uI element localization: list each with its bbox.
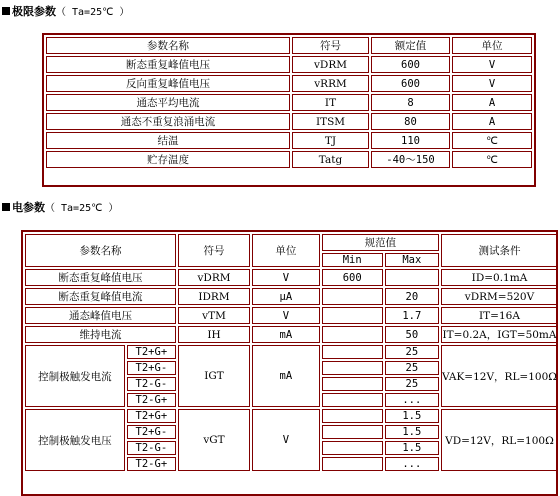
param-symbol: vDRM	[178, 269, 250, 286]
param-value: 110	[371, 132, 450, 149]
param-unit: mA	[252, 345, 320, 407]
param-name: 控制极触发电流	[25, 345, 125, 407]
param-name: 控制极触发电压	[25, 409, 125, 471]
header-symbol: 符号	[292, 37, 369, 54]
header-spec-range: 规范值	[322, 234, 439, 251]
param-name: 结温	[46, 132, 290, 149]
param-symbol: TJ	[292, 132, 369, 149]
table-row	[46, 151, 532, 168]
table-row	[25, 409, 558, 423]
quadrant-label: T2-G+	[127, 457, 176, 471]
param-unit: A	[452, 94, 532, 111]
table-row	[46, 75, 532, 92]
param-test-condition: IT=16A	[441, 307, 558, 324]
param-unit: μA	[252, 288, 320, 305]
param-max: 1.5	[385, 409, 439, 423]
param-min	[322, 441, 383, 455]
param-value: 80	[371, 113, 450, 130]
table-row	[46, 94, 532, 111]
param-symbol: IH	[178, 326, 250, 343]
limit-params-table	[44, 35, 534, 170]
param-unit: ℃	[452, 151, 532, 168]
param-min	[322, 457, 383, 471]
param-name: 反向重复峰值电压	[46, 75, 290, 92]
header-param-name: 参数名称	[25, 234, 176, 267]
header-min: Min	[322, 253, 383, 267]
param-min	[322, 345, 383, 359]
quadrant-label: T2+G+	[127, 409, 176, 423]
param-max: ...	[385, 457, 439, 471]
header-param-name: 参数名称	[46, 37, 290, 54]
param-test-condition: VD=12V，RL=100Ω	[441, 409, 558, 471]
param-symbol: Tatg	[292, 151, 369, 168]
param-symbol: vDRM	[292, 56, 369, 73]
param-unit: mA	[252, 326, 320, 343]
param-max: 1.5	[385, 441, 439, 455]
section2-condition: （ Ta=25℃ ）	[45, 203, 119, 214]
param-min	[322, 361, 383, 375]
param-unit: V	[252, 269, 320, 286]
header-unit: 单位	[252, 234, 320, 267]
param-min	[322, 288, 383, 305]
param-symbol: IGT	[178, 345, 250, 407]
param-name: 贮存温度	[46, 151, 290, 168]
param-min	[322, 307, 383, 324]
param-name: 维持电流	[25, 326, 176, 343]
param-name: 通态不重复浪涌电流	[46, 113, 290, 130]
param-min	[322, 409, 383, 423]
quadrant-label: T2-G-	[127, 377, 176, 391]
param-test-condition: ID=0.1mA	[441, 269, 558, 286]
param-max	[385, 269, 439, 286]
bullet-square-icon	[2, 7, 10, 15]
param-max: 50	[385, 326, 439, 343]
param-symbol: vRRM	[292, 75, 369, 92]
param-min	[322, 425, 383, 439]
param-max: 1.7	[385, 307, 439, 324]
param-max: 25	[385, 377, 439, 391]
quadrant-label: T2-G+	[127, 393, 176, 407]
header-test-condition: 测试条件	[441, 234, 558, 267]
param-symbol: vGT	[178, 409, 250, 471]
table-header-row	[25, 234, 558, 251]
param-test-condition: VAK=12V，RL=100Ω	[441, 345, 558, 407]
quadrant-label: T2-G-	[127, 441, 176, 455]
table-header-row	[46, 37, 532, 54]
quadrant-label: T2+G-	[127, 425, 176, 439]
param-value: -40～150	[371, 151, 450, 168]
param-min	[322, 326, 383, 343]
param-max: 1.5	[385, 425, 439, 439]
table-row	[25, 326, 558, 343]
param-name: 通态峰值电压	[25, 307, 176, 324]
table-row	[25, 269, 558, 286]
header-max: Max	[385, 253, 439, 267]
table-row	[46, 56, 532, 73]
quadrant-label: T2+G-	[127, 361, 176, 375]
header-symbol: 符号	[178, 234, 250, 267]
param-unit: ℃	[452, 132, 532, 149]
param-max: ...	[385, 393, 439, 407]
param-symbol: ITSM	[292, 113, 369, 130]
param-value: 8	[371, 94, 450, 111]
param-unit: V	[252, 409, 320, 471]
param-max: 20	[385, 288, 439, 305]
param-name: 断态重复峰值电压	[46, 56, 290, 73]
table-row	[25, 307, 558, 324]
header-unit: 单位	[452, 37, 532, 54]
table-row	[46, 113, 532, 130]
param-name: 断态重复峰值电流	[25, 288, 176, 305]
section1-condition: （ Ta=25℃ ）	[56, 7, 130, 18]
param-unit: V	[452, 56, 532, 73]
param-unit: A	[452, 113, 532, 130]
param-name: 断态重复峰值电压	[25, 269, 176, 286]
section1-title: 极限参数（ Ta=25℃ ）	[2, 3, 129, 19]
param-symbol: vTM	[178, 307, 250, 324]
table-row	[46, 132, 532, 149]
param-unit: V	[452, 75, 532, 92]
param-min	[322, 393, 383, 407]
electrical-params-table	[23, 232, 560, 473]
param-max: 25	[385, 345, 439, 359]
header-rated-value: 额定值	[371, 37, 450, 54]
param-max: 25	[385, 361, 439, 375]
param-symbol: IT	[292, 94, 369, 111]
table-row	[25, 345, 558, 359]
param-min	[322, 377, 383, 391]
param-name: 通态平均电流	[46, 94, 290, 111]
param-test-condition: IT=0.2A，IGT=50mA	[441, 326, 558, 343]
param-unit: V	[252, 307, 320, 324]
bullet-square-icon	[2, 203, 10, 211]
param-test-condition: vDRM=520V	[441, 288, 558, 305]
section2-title: 电参数（ Ta=25℃ ）	[2, 199, 118, 215]
param-value: 600	[371, 75, 450, 92]
param-symbol: IDRM	[178, 288, 250, 305]
table-row	[25, 288, 558, 305]
quadrant-label: T2+G+	[127, 345, 176, 359]
param-min: 600	[322, 269, 383, 286]
param-value: 600	[371, 56, 450, 73]
